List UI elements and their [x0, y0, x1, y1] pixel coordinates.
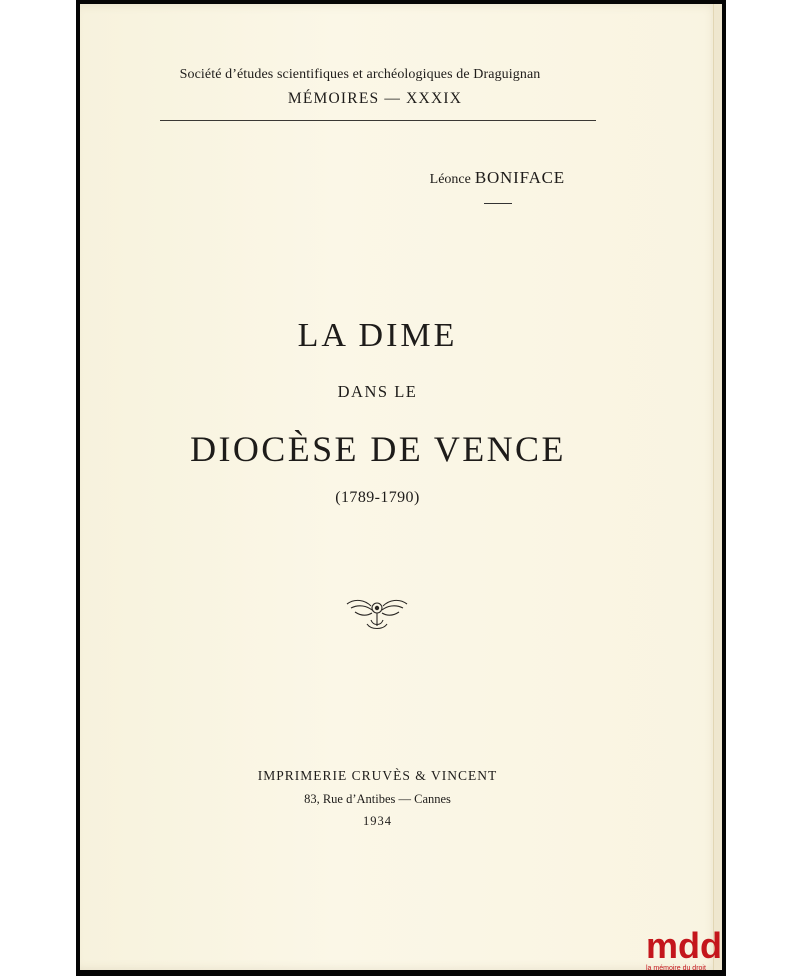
- printer-address: 83, Rue d’Antibes — Cannes: [304, 792, 451, 806]
- header-rule: [160, 120, 596, 121]
- printer-name: IMPRIMERIE CRUVÈS & VINCENT: [257, 768, 498, 783]
- series-heading: MÉMOIRES — XXXIX: [287, 90, 463, 107]
- author-last-name: BONIFACE: [474, 168, 565, 187]
- author-first-name: Léonce: [429, 172, 471, 187]
- author-rule: [484, 203, 512, 204]
- title-line-2: DANS LE: [337, 382, 418, 401]
- title-line-3: DIOCÈSE DE VENCE: [190, 429, 566, 469]
- author-name: [360, 168, 565, 188]
- title-line-1: LA DIME: [297, 317, 458, 354]
- publication-year: 1934: [363, 814, 392, 828]
- date-range: (1789-1790): [335, 489, 420, 506]
- page-edge: [713, 4, 722, 970]
- fleuron-ornament-icon: [345, 596, 409, 632]
- watermark-caption: la mémoire du droit: [646, 965, 706, 972]
- mdd-logo-text: mdd: [646, 925, 722, 966]
- society-heading: Société d’études scientifiques et archéologiques de Draguignan: [179, 67, 541, 82]
